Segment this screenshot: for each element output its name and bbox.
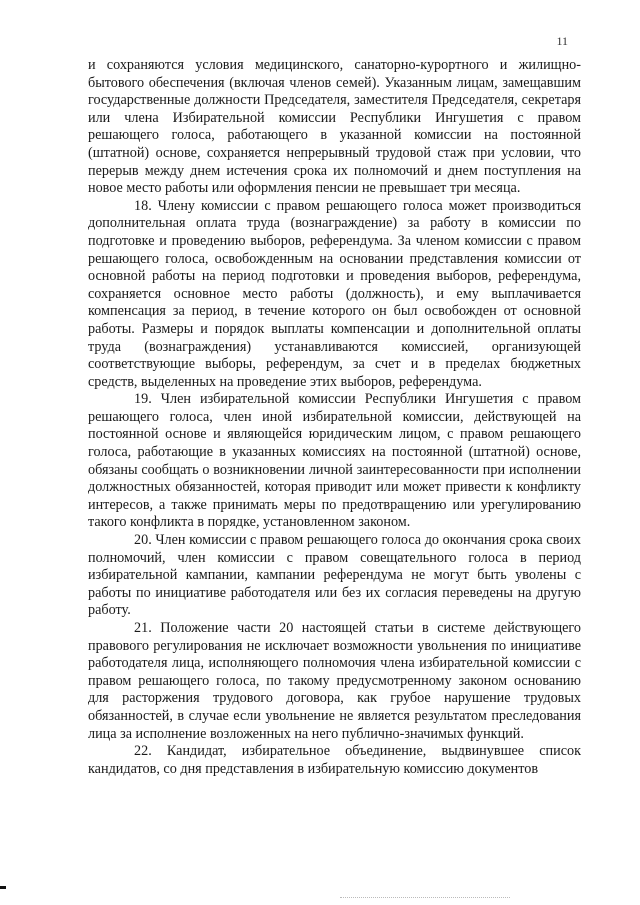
scan-artifact-line (340, 897, 510, 900)
paragraph-22: 22. Кандидат, избирательное объединение, выдвинувшее список кандидатов, со дня представления в избирательную комиссию документов (88, 743, 581, 777)
page-number: 11 (556, 34, 568, 48)
scan-edge-mark (0, 886, 6, 889)
document-body (88, 57, 581, 778)
paragraph-19: 19. Член избирательной комиссии Республики Ингушетия с правом решающего голоса, член иной избирательной комиссии, действующей на постоянной основе и являющейся юридическим лицом, с правом решающего голоса, работающие в указанных комиссиях на постоянной (штатной) основе, обязаны сообщать о возникновении личной заинтересованности при исполнении должностных обязанностей, которая приводит или может привести к конфликту интересов, а также принимать меры по предотвращению или урегулированию такого конфликта в порядке, установленном законом. (88, 391, 581, 531)
paragraph-continuation: и сохраняются условия медицинского, санаторно-курортного и жилищно-бытового обеспечения (включая членов семей). Указанным лицам, замещавшим государственные должности Председателя, заместителя Председателя, секретаря или члена Избирательной комиссии Республики Ингушетия с правом решающего голоса, работающего в указанной комиссии на постоянной (штатной) основе, сохраняется непрерывный трудовой стаж при условии, что перерыв между днем истечения срока их полномочий и днем поступления на новое место работы или оформления пенсии не превышает три месяца. (88, 57, 581, 197)
paragraph-21: 21. Положение части 20 настоящей статьи в системе действующего правового регулирования не исключает возможности увольнения по инициативе работодателя лица, исполняющего полномочия члена избирательной комиссии с правом решающего голоса, по такому предусмотренному законом основанию для расторжения трудового договора, как грубое нарушение трудовых обязанностей, в случае если увольнение не является результатом преследования лица за исполнение возложенных на него публично-значимых функций. (88, 620, 581, 742)
paragraph-18: 18. Члену комиссии с правом решающего голоса может производиться дополнительная оплата труда (вознаграждение) за работу в комиссии по подготовке и проведению выборов, референдума. За членом комиссии с правом решающего голоса, освобожденным на основании представления комиссии от основной работы на период подготовки и проведения выборов, референдума, сохраняется основное место работы (должность), и ему выплачивается компенсация за период, в течение которого он был освобожден от основной работы. Размеры и порядок выплаты компенсации и дополнительной оплаты труда (вознаграждения) устанавливаются комиссией, организующей соответствующие выборы, референдум, за счет и в пределах бюджетных средств, выделенных на проведение этих выборов, референдума. (88, 197, 581, 390)
paragraph-20: 20. Член комиссии с правом решающего голоса до окончания срока своих полномочий, член комиссии с правом совещательного голоса в период избирательной кампании, кампании референдума не могут быть уволены с работы по инициативе работодателя или без их согласия переведены на другую работу. (88, 532, 581, 619)
